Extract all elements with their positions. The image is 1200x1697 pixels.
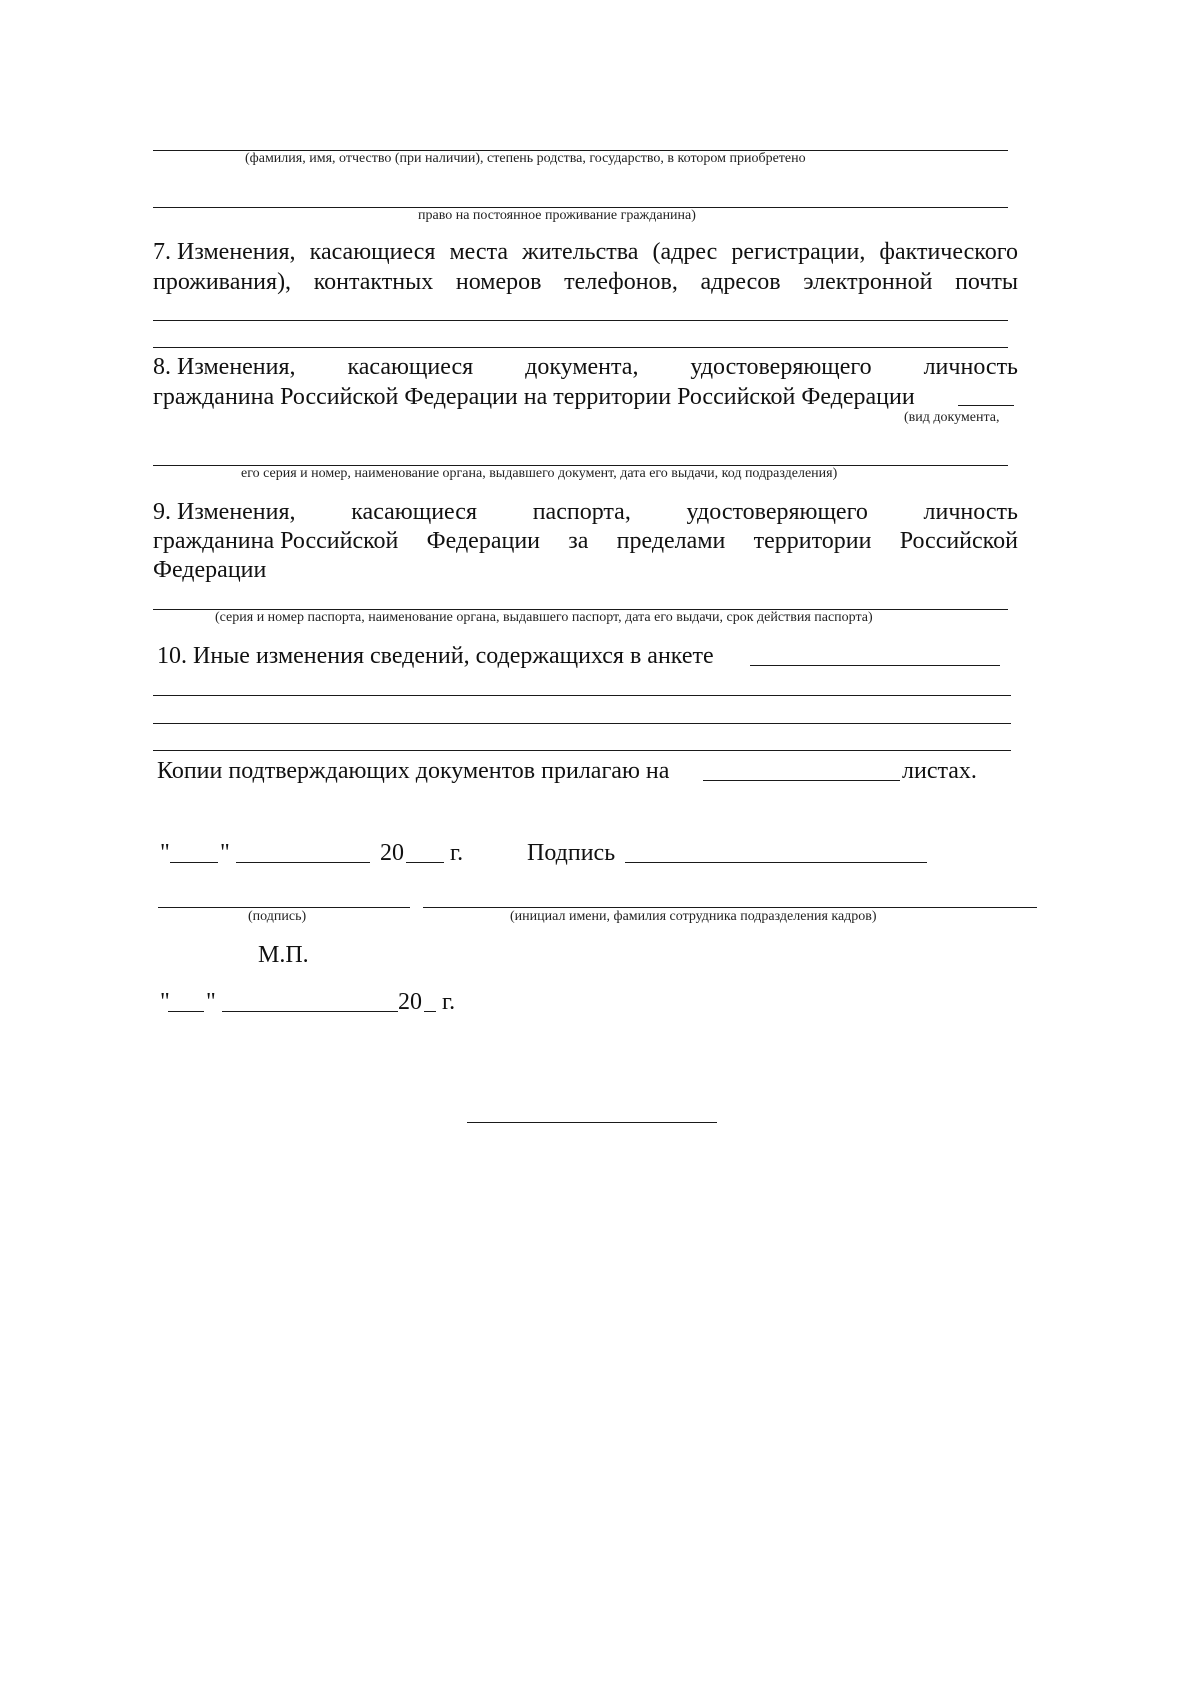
stamp-label: М.П. xyxy=(258,942,309,968)
caption-doc-details: его серия и номер, наименование органа, выдавшего документ, дата его выдачи, код подразделения) xyxy=(241,466,838,481)
item7-line-1: 7. Изменения, касающиеся места жительства (адрес регистрации, фактического xyxy=(153,239,1018,265)
date2-quote-open: " xyxy=(160,989,170,1015)
copies-prefix: Копии подтверждающих документов прилагаю на xyxy=(157,758,670,784)
item9-line-1: 9. Изменения, касающиеся паспорта, удостоверяющего личность xyxy=(153,499,1018,525)
date-quote-close: " xyxy=(220,840,230,866)
staff-name-line[interactable] xyxy=(423,907,1037,908)
date-quote-open: " xyxy=(160,840,170,866)
date-year-prefix: 20 xyxy=(380,840,404,866)
date-year-suffix: г. xyxy=(450,840,464,866)
date2-day-blank[interactable] xyxy=(168,1011,204,1012)
date-month-blank[interactable] xyxy=(236,862,370,863)
item7-line-2: проживания), контактных номеров телефонов, адресов электронной почты xyxy=(153,269,1018,295)
copies-count-blank[interactable] xyxy=(703,780,900,781)
staff-signature-line[interactable] xyxy=(158,907,410,908)
item10-entry-line-1[interactable] xyxy=(153,695,1011,696)
closing-divider xyxy=(467,1122,717,1123)
date2-year-suffix: г. xyxy=(442,989,456,1015)
date-year-blank[interactable] xyxy=(406,862,444,863)
date2-year-blank[interactable] xyxy=(424,1011,436,1012)
copies-suffix: листах. xyxy=(902,758,977,784)
caption-residence-right: право на постоянное проживание гражданина) xyxy=(418,208,696,223)
item10-entry-line-2[interactable] xyxy=(153,723,1011,724)
caption-staff-signature: (подпись) xyxy=(248,909,307,924)
item8-line-2: гражданина Российской Федерации на территории Российской Федерации xyxy=(153,384,915,410)
date2-year-prefix: 20 xyxy=(398,989,422,1015)
item7-entry-line-1[interactable] xyxy=(153,320,1008,321)
item10-text: 10. Иные изменения сведений, содержащихся в анкете xyxy=(157,643,714,669)
item9-line-3: Федерации xyxy=(153,557,267,583)
caption-passport-details: (серия и номер паспорта, наименование органа, выдавшего паспорт, дата его выдачи, срок действия паспорта) xyxy=(215,610,873,625)
item9-line-2: гражданина Российской Федерации за пределами территории Российской xyxy=(153,528,1018,554)
item10-entry-line-3[interactable] xyxy=(153,750,1011,751)
signature-blank[interactable] xyxy=(625,862,927,863)
caption-staff-name: (инициал имени, фамилия сотрудника подразделения кадров) xyxy=(510,909,877,924)
date-day-blank[interactable] xyxy=(170,862,218,863)
date2-month-blank[interactable] xyxy=(222,1011,398,1012)
signature-label: Подпись xyxy=(527,840,616,866)
item8-line-1: 8. Изменения, касающиеся документа, удостоверяющего личность xyxy=(153,354,1018,380)
caption-relative-name: (фамилия, имя, отчество (при наличии), степень родства, государство, в котором приобретено xyxy=(245,151,806,166)
date2-quote-close: " xyxy=(206,989,216,1015)
caption-doc-type: (вид документа, xyxy=(904,410,1000,425)
item8-doc-type-blank[interactable] xyxy=(958,405,1014,406)
item7-entry-line-2[interactable] xyxy=(153,347,1008,348)
item10-entry-blank[interactable] xyxy=(750,665,1000,666)
